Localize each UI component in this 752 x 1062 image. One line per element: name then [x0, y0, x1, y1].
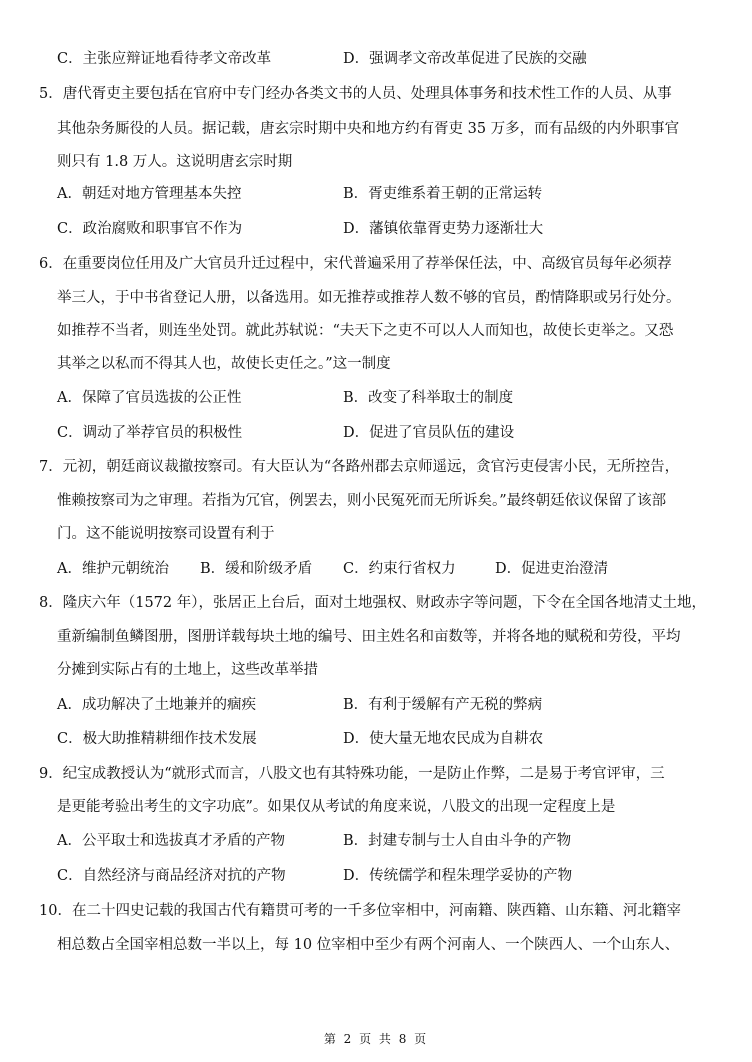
q6-stem-line-1: 6．在重要岗位任用及广大官员升迁过程中，宋代普遍采用了荐举保任法，中、高级官员每年必须荐 — [39, 256, 672, 272]
q4-option-c: C．主张应辩证地看待孝文帝改革 — [57, 51, 272, 67]
q8-stem-line-3: 分摊到实际占有的土地上，这些改革举措 — [57, 662, 318, 678]
q8-stem-line-2: 重新编制鱼鳞图册，图册详载每块土地的编号、田主姓名和亩数等，并将各地的赋税和劳役，平均 — [57, 629, 681, 645]
q8-option-b: B．有利于缓解有产无税的弊病 — [343, 697, 543, 713]
q7-option-a: A．维护元朝统治 — [57, 561, 169, 577]
q5-stem-line-1: 5．唐代胥吏主要包括在官府中专门经办各类文书的人员、处理具体事务和技术性工作的人员、从事 — [39, 86, 672, 102]
q7-stem-line-1: 7．元初，朝廷商议裁撤按察司。有大臣认为“各路州郡去京师遥远，贪官污吏侵害小民，无所控告， — [39, 459, 680, 475]
q6-option-a: A．保障了官员选拔的公正性 — [57, 390, 242, 406]
q9-option-c: C．自然经济与商品经济对抗的产物 — [57, 868, 286, 884]
q7-option-d: D．促进吏治澄清 — [495, 561, 609, 577]
q7-stem-line-2: 惟赖按察司为之审理。若指为冗官，例罢去，则小民冤死而无所诉矣。”最终朝廷依议保留了该部 — [57, 493, 667, 509]
q8-option-d: D．使大量无地农民成为自耕农 — [343, 731, 544, 747]
q7-stem-line-3: 门。这不能说明按察司设置有利于 — [57, 526, 275, 542]
q8-option-a: A．成功解决了土地兼并的痼疾 — [57, 697, 256, 713]
q6-option-d: D．促进了官员队伍的建设 — [343, 425, 515, 441]
q7-option-c: C．约束行省权力 — [343, 561, 456, 577]
q8-option-c: C．极大助推精耕细作技术发展 — [57, 731, 257, 747]
q5-option-b: B．胥吏维系着王朝的正常运转 — [343, 186, 543, 202]
q6-option-c: C．调动了举荐官员的积极性 — [57, 425, 243, 441]
q5-option-d: D．藩镇依靠胥吏势力逐渐壮大 — [343, 221, 544, 237]
q10-stem-line-1: 10．在二十四史记载的我国古代有籍贯可考的一千多位宰相中，河南籍、陕西籍、山东籍、河北籍宰 — [39, 903, 681, 919]
q9-stem-line-2: 是更能考验出考生的文字功底”。如果仅从考试的角度来说，八股文的出现一定程度上是 — [57, 799, 616, 815]
q8-stem-line-1: 8．隆庆六年（1572 年），张居正上台后，面对土地强权、财政赤字等问题，下令在全国各地清丈土地， — [39, 595, 706, 611]
q4-option-d: D．强调孝文帝改革促进了民族的交融 — [343, 51, 587, 67]
q5-option-c: C．政治腐败和职事官不作为 — [57, 221, 243, 237]
q7-option-b: B．缓和阶级矛盾 — [200, 561, 313, 577]
q6-stem-line-3: 如推荐不当者，则连坐处罚。就此苏轼说：“夫天下之吏不可以人人而知也，故使长吏举之。又恐 — [57, 323, 674, 339]
q9-option-a: A．公平取士和选拔真才矛盾的产物 — [57, 833, 285, 849]
q9-option-d: D．传统儒学和程朱理学妥协的产物 — [343, 868, 573, 884]
q6-stem-line-2: 举三人，于中书省登记人册，以备选用。如无推荐或推荐人数不够的官员，酌情降职或另行处分。 — [57, 290, 681, 306]
page-footer: 第 2 页 共 8 页 — [323, 1032, 429, 1046]
q5-stem-line-2: 其他杂务厮役的人员。据记载，唐玄宗时期中央和地方约有胥吏 35 万多，而有品级的内外职事官 — [57, 121, 680, 137]
q10-stem-line-2: 相总数占全国宰相总数一半以上，每 10 位宰相中至少有两个河南人、一个陕西人、一个山东人、 — [57, 937, 680, 953]
q5-option-a: A．朝廷对地方管理基本失控 — [57, 186, 242, 202]
q9-stem-line-1: 9．纪宝成教授认为“就形式而言，八股文也有其特殊功能，一是防止作弊，二是易于考官评审，三 — [39, 766, 665, 782]
q6-option-b: B．改变了科举取士的制度 — [343, 390, 514, 406]
q5-stem-line-3: 则只有 1.8 万人。这说明唐玄宗时期 — [57, 154, 293, 170]
q9-option-b: B．封建专制与士人自由斗争的产物 — [343, 833, 572, 849]
q6-stem-line-4: 其举之以私而不得其人也，故使长吏任之。”这一制度 — [57, 356, 391, 372]
